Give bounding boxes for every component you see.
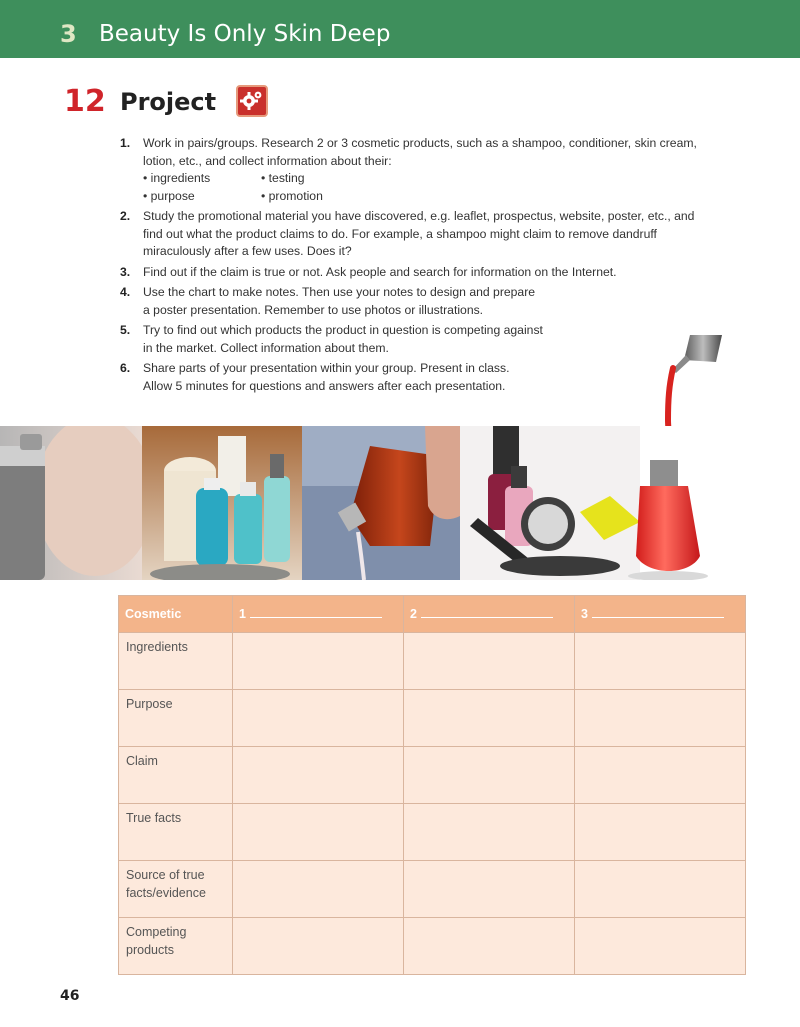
column-header-product-2 — [404, 596, 575, 633]
gear-icon — [236, 85, 268, 117]
bullet-item: • purpose — [143, 188, 261, 206]
row-label: Source of true facts/evidence — [119, 861, 233, 918]
row-label: True facts — [119, 804, 233, 861]
table-row — [119, 918, 746, 975]
notes-cell[interactable] — [404, 918, 575, 975]
column-header-product-3 — [575, 596, 746, 633]
unit-title: Beauty Is Only Skin Deep — [99, 21, 391, 47]
notes-cell[interactable] — [404, 633, 575, 690]
notes-cell[interactable] — [575, 747, 746, 804]
notes-cell[interactable] — [233, 690, 404, 747]
row-label: Claim — [119, 747, 233, 804]
notes-cell[interactable] — [233, 918, 404, 975]
column-header-cosmetic — [119, 596, 233, 633]
instruction-item — [120, 135, 740, 205]
instruction-text: a poster presentation. Remember to use photos or illustrations. — [143, 302, 484, 317]
instruction-list — [120, 135, 740, 398]
column-header-label: 2 — [410, 607, 417, 621]
table-row — [119, 861, 746, 918]
notes-cell[interactable] — [404, 804, 575, 861]
answer-blank-line[interactable] — [592, 608, 724, 618]
spray-can-photo — [0, 426, 155, 580]
instruction-number: 2. — [120, 209, 131, 223]
section-title: Project — [120, 88, 217, 116]
column-header-product-1 — [233, 596, 404, 633]
answer-blank-line[interactable] — [250, 608, 382, 618]
column-header-label: Cosmetic — [125, 607, 182, 621]
instruction-text: miraculously after a few uses. Does it? — [143, 244, 352, 258]
notes-cell[interactable] — [233, 804, 404, 861]
table-row — [119, 633, 746, 690]
notes-cell[interactable] — [404, 747, 575, 804]
column-header-label: 1 — [239, 607, 246, 621]
instruction-item — [120, 322, 740, 357]
notes-cell[interactable] — [404, 690, 575, 747]
notes-cell[interactable] — [575, 690, 746, 747]
table-row — [119, 690, 746, 747]
notes-cell[interactable] — [233, 861, 404, 918]
table-row — [119, 804, 746, 861]
notes-cell[interactable] — [575, 861, 746, 918]
cosmetics-photo-strip — [0, 426, 800, 580]
instruction-text: in the market. Collect information about them. — [143, 340, 389, 355]
instruction-text: find out what the product claims to do. For example, a shampoo might claim to remove dandruff — [143, 226, 657, 241]
instruction-item — [120, 208, 740, 261]
instruction-text: Study the promotional material you have discovered, e.g. leaflet, prospectus, website, poster, etc., and — [143, 209, 695, 223]
instruction-number: 5. — [120, 323, 131, 337]
pouring-bottle-photo — [302, 426, 460, 580]
notes-cell[interactable] — [233, 633, 404, 690]
bullet-item: • testing — [261, 170, 411, 188]
notes-cell[interactable] — [575, 918, 746, 975]
instruction-number: 6. — [120, 361, 131, 375]
bullet-item: • ingredients — [143, 170, 261, 188]
makeup-items-photo — [460, 426, 800, 580]
instruction-number: 4. — [120, 285, 131, 299]
instruction-text: Allow 5 minutes for questions and answers after each presentation. — [143, 378, 506, 393]
bullet-list — [143, 170, 740, 205]
instruction-item — [120, 264, 740, 282]
unit-number: 3 — [60, 20, 77, 48]
instruction-text: Share parts of your presentation within your group. Present in class. — [143, 361, 510, 375]
notes-cell[interactable] — [233, 747, 404, 804]
notes-cell[interactable] — [404, 861, 575, 918]
notes-cell[interactable] — [575, 804, 746, 861]
instruction-text: Try to find out which products the product in question is competing against — [143, 323, 543, 337]
instruction-text: Use the chart to make notes. Then use your notes to design and prepare — [143, 285, 536, 299]
table-row — [119, 747, 746, 804]
page-number: 46 — [60, 988, 80, 1004]
answer-blank-line[interactable] — [421, 608, 553, 618]
unit-header-bar — [0, 0, 800, 58]
instruction-number: 1. — [120, 136, 131, 150]
instruction-item — [120, 284, 740, 319]
instruction-text: lotion, etc., and collect information about their: — [143, 153, 392, 168]
instruction-item — [120, 360, 740, 395]
notes-cell[interactable] — [575, 633, 746, 690]
row-label: Ingredients — [119, 633, 233, 690]
table-header-row — [119, 596, 746, 633]
instruction-text: Work in pairs/groups. Research 2 or 3 cosmetic products, such as a shampoo, conditioner, skin cream, — [143, 136, 697, 150]
instruction-text: Find out if the claim is true or not. Ask people and search for information on the Internet. — [143, 264, 617, 279]
notes-chart-table — [118, 595, 746, 975]
row-label: Competing products — [119, 918, 233, 975]
row-label: Purpose — [119, 690, 233, 747]
instruction-number: 3. — [120, 264, 131, 279]
section-number: 12 — [64, 84, 106, 119]
column-header-label: 3 — [581, 607, 588, 621]
bullet-item: • promotion — [261, 188, 411, 206]
toiletry-bottles-photo — [142, 426, 302, 580]
